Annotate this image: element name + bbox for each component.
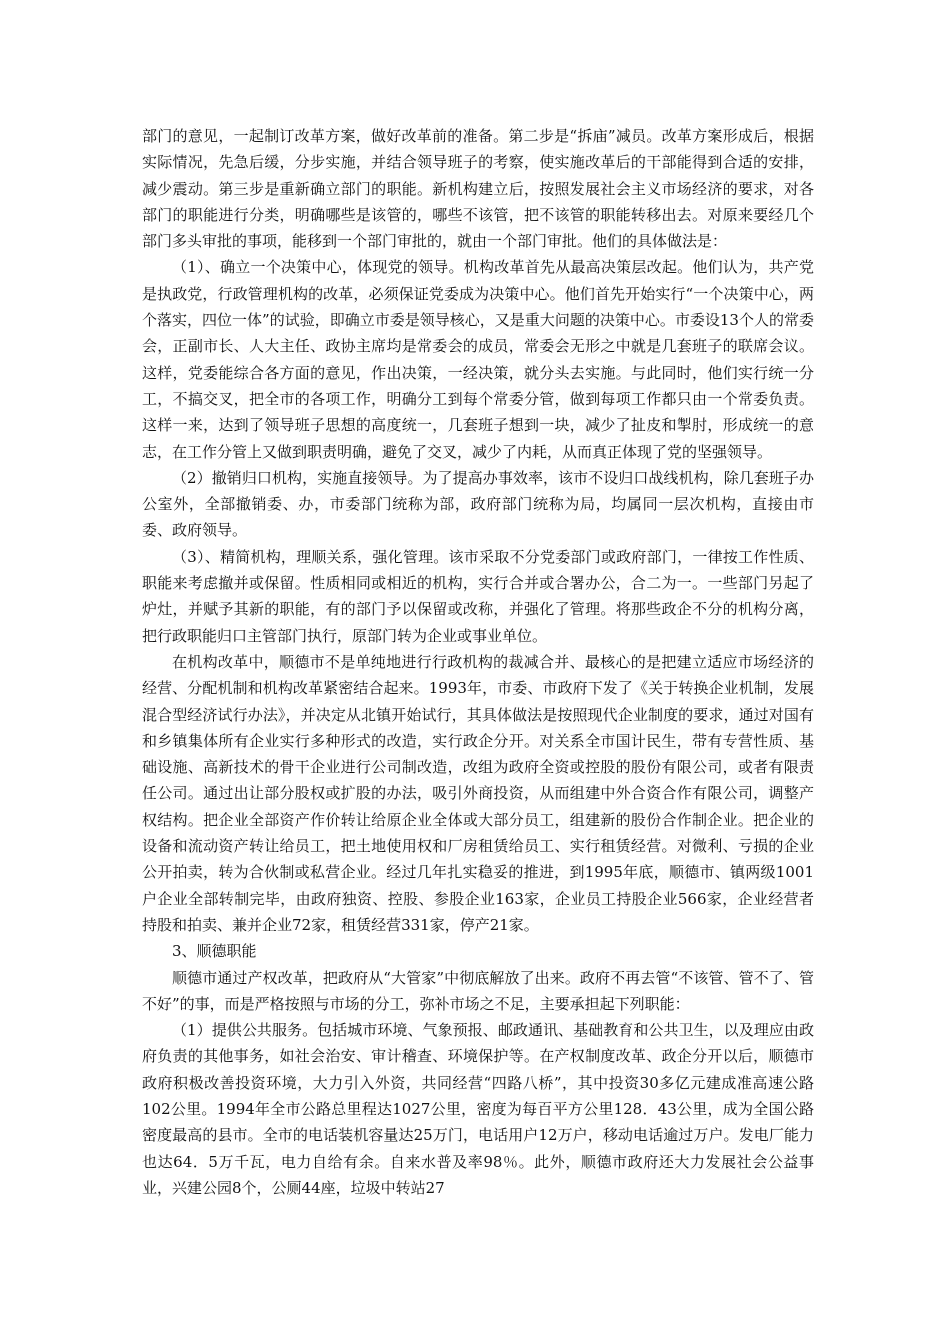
paragraph-public-services: （1）提供公共服务。包括城市环境、气象预报、邮政通讯、基础教育和公共卫生，以及理应由政府负责的其他事务，如社会治安、审计稽查、环境保护等。在产权制度改革、政企分开以后，顺德市政府积极改善投资环境，大力引入外资，共同经营“四路八桥”，其中投资30多亿元建成准高速公路102公里。1994年全市公路总里程达1027公里，密度为每百平方公里128．43公里，成为全国公路密度最高的县市。全市的电话装机容量达25万门，电话用户12万户，移动电话逾过万户。发电厂能力也达64．5万千瓦，电力自给有余。自来水普及率98％。此外，顺德市政府还大力发展社会公益事业，兴建公园8个，公厕44座，垃圾中转站27 — [142, 1021, 814, 1197]
section-heading-shunde-functions: 3、顺德职能 — [172, 942, 257, 961]
paragraph-decision-center: （1）、确立一个决策中心，体现党的领导。机构改革首先从最高决策层改起。他们认为，共产党是执政党，行政管理机构的改革，必须保证党委成为决策中心。他们首先开始实行“一个决策中心，两个落实，四位一体”的试验，即确立市委是领导核心，又是重大问题的决策中心。市委设13个人的常委会，正副市长、人大主任、政协主席均是常委会的成员，常委会无形之中就是几套班子的联席会议。这样，党委能综合各方面的意见，作出决策，一经决策，就分头去实施。与此同时，他们实行统一分工，不搞交叉，把全市的各项工作，明确分工到每个常委分管，做到每项工作都只由一个常委负责。这样一来，达到了领导班子思想的高度统一，几套班子想到一块，减少了扯皮和掣肘，形成统一的意志，在工作分管上又做到职责明确，避免了交叉，减少了内耗，从而真正体现了党的坚强领导。 — [142, 258, 814, 461]
paragraph-streamline-agencies: （3）、精简机构，理顺关系，强化管理。该市采取不分党委部门或政府部门，一律按工作性质、职能来考虑撤并或保留。性质相同或相近的机构，实行合并或合署办公，合二为一。一些部门另起了炉灶，并赋予其新的职能，有的部门予以保留或改称，并强化了管理。将那些政企不分的机构分离，把行政职能归口主管部门执行，原部门转为企业或事业单位。 — [142, 547, 814, 645]
document-body — [142, 123, 814, 1201]
paragraph-intro-continued: 部门的意见，一起制订改革方案，做好改革前的准备。第二步是“拆庙”减员。改革方案形成后，根据实际情况，先急后缓，分步实施，并结合领导班子的考察，使实施改革后的干部能得到合适的安排，减少震动。第三步是重新确立部门的职能。新机构建立后，按照发展社会主义市场经济的要求，对各部门的职能进行分类，明确哪些是该管的，哪些不该管，把不该管的职能转移出去。对原来要经几个部门多头审批的事项，能移到一个部门审批的，就由一个部门审批。他们的具体做法是： — [142, 127, 814, 251]
paragraph-abolish-agencies: （2）撤销归口机构，实施直接领导。为了提高办事效率，该市不设归口战线机构，除几套班子办公室外，全部撤销委、办，市委部门统称为部，政府部门统称为局，均属同一层次机构，直接由市委、政府领导。 — [142, 468, 814, 540]
paragraph-enterprise-reform: 在机构改革中，顺德市不是单纯地进行行政机构的裁减合并、最核心的是把建立适应市场经济的经营、分配机制和机构改革紧密结合起来。1993年，市委、市政府下发了《关于转换企业机制，发展混合型经济试行办法》，并决定从北镇开始试行，其具体做法是按照现代企业制度的要求，通过对国有和乡镇集体所有企业实行多种形式的改造，实行政企分开。对关系全市国计民生，带有专营性质、基础设施、高新技术的骨干企业进行公司制改造，改组为政府全资或控股的股份有限公司，或者有限责任公司。通过出让部分股权或扩股的办法，吸引外商投资，从而组建中外合资合作有限公司，调整产权结构。把企业全部资产作价转让给原企业全体或大部分员工，组建新的股份合作制企业。把企业的设备和流动资产转让给员工，把土地使用权和厂房租赁给员工、实行租赁经营。对微利、亏损的企业公开拍卖，转为合伙制或私营企业。经过几年扎实稳妥的推进，到1995年底，顺德市、镇两级1001户企业全部转制完毕，由政府独资、控股、参股企业163家，企业员工持股企业566家，企业经营者持股和拍卖、兼并企业72家，租赁经营331家，停产21家。 — [142, 652, 814, 934]
paragraph-government-liberated: 顺德市通过产权改革，把政府从“大管家”中彻底解放了出来。政府不再去管“不该管、管不了、管不好”的事，而是严格按照与市场的分工，弥补市场之不足，主要承担起下列职能： — [142, 968, 814, 1013]
